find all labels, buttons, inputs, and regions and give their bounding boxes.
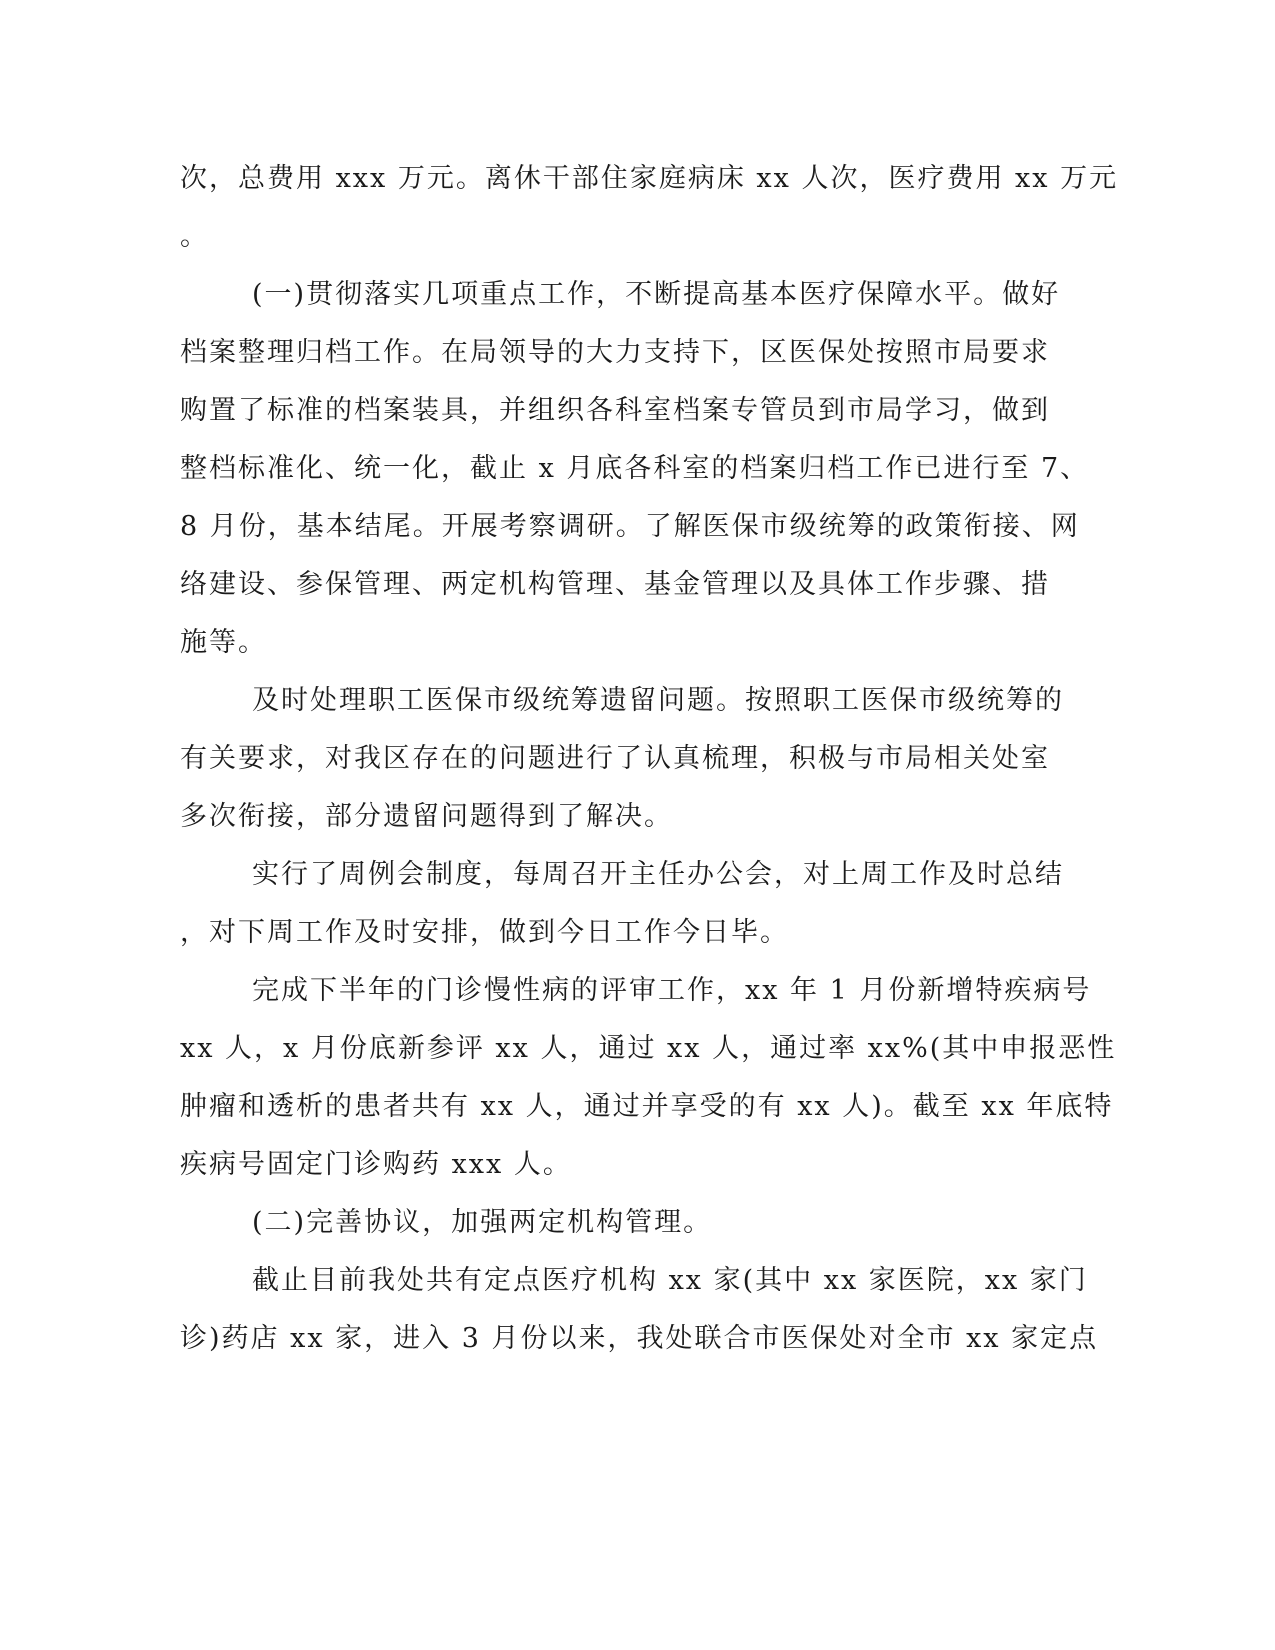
text-line: 络建设、参保管理、两定机构管理、基金管理以及具体工作步骤、措 — [180, 569, 1050, 600]
text-line: 。 — [180, 221, 209, 252]
text-line: (二)完善协议，加强两定机构管理。 — [252, 1207, 713, 1238]
body-text — [180, 150, 1119, 1368]
text-line: 施等。 — [180, 627, 267, 658]
text-line: 肿瘤和透析的患者共有 xx 人，通过并享受的有 xx 人)。截至 xx 年底特 — [180, 1091, 1114, 1122]
text-line: 诊)药店 xx 家，进入 3 月份以来，我处联合市医保处对全市 xx 家定点 — [180, 1323, 1099, 1354]
text-line: 截止目前我处共有定点医疗机构 xx 家(其中 xx 家医院，xx 家门 — [252, 1265, 1088, 1296]
text-line: 疾病号固定门诊购药 xxx 人。 — [180, 1149, 572, 1180]
text-line: ，对下周工作及时安排，做到今日工作今日毕。 — [180, 917, 789, 948]
text-line: 购置了标准的档案装具，并组织各科室档案专管员到市局学习，做到 — [180, 395, 1050, 426]
text-line: 及时处理职工医保市级统筹遗留问题。按照职工医保市级统筹的 — [252, 685, 1064, 716]
text-line: 完成下半年的门诊慢性病的评审工作，xx 年 1 月份新增特疾病号 — [252, 975, 1092, 1006]
text-line: (一)贯彻落实几项重点工作，不断提高基本医疗保障水平。做好 — [252, 279, 1061, 310]
text-line: 整档标准化、统一化，截止 x 月底各科室的档案归档工作已进行至 7、 — [180, 453, 1090, 484]
text-line: xx 人，x 月份底新参评 xx 人，通过 xx 人，通过率 xx%(其中申报恶性 — [180, 1033, 1117, 1064]
text-line: 次，总费用 xxx 万元。离休干部住家庭病床 xx 人次，医疗费用 xx 万元 — [180, 163, 1119, 194]
text-line: 实行了周例会制度，每周召开主任办公会，对上周工作及时总结 — [252, 859, 1064, 890]
text-line: 档案整理归档工作。在局领导的大力支持下，区医保处按照市局要求 — [180, 337, 1050, 368]
text-line: 有关要求，对我区存在的问题进行了认真梳理，积极与市局相关处室 — [180, 743, 1050, 774]
text-line: 多次衔接，部分遗留问题得到了解决。 — [180, 801, 673, 832]
text-line: 8 月份，基本结尾。开展考察调研。了解医保市级统筹的政策衔接、网 — [180, 511, 1080, 542]
